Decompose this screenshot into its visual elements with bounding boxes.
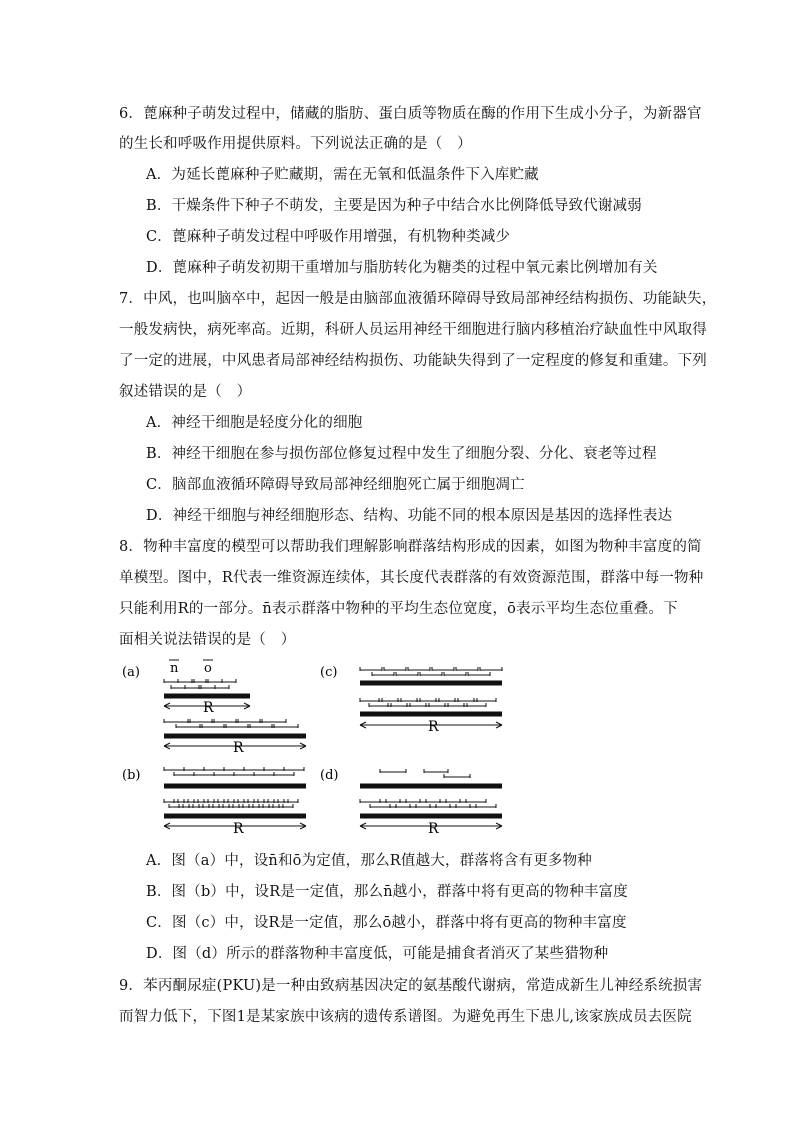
q8-stem-line4: 面相关说法错误的是（ ） bbox=[119, 632, 296, 648]
resource-bar bbox=[360, 712, 502, 717]
q8-option-d: D．图（d）所示的群落物种丰富度低，可能是捕食者消灭了某些猎物种 bbox=[146, 946, 609, 962]
q7-option-c: C．脑部血液循环障碍导致局部神经细胞死亡属于细胞凋亡 bbox=[146, 477, 525, 493]
q7-stem-line4: 叙述错误的是（ ） bbox=[119, 384, 252, 400]
fig-r-a2: R bbox=[233, 740, 244, 756]
q7-stem-line1: 7．中风，也叫脑卒中，起因一般是由脑部血液循环障碍导致局部神经结构损伤、功能缺失， bbox=[119, 291, 717, 307]
resource-bar bbox=[360, 784, 502, 789]
q6-stem-line1: 6．蓖麻种子萌发过程中，储藏的脂肪、蛋白质等物质在酶的作用下生成小分子，为新器官 bbox=[119, 106, 702, 122]
resource-bar bbox=[360, 814, 502, 819]
q7-option-d: D．神经干细胞与神经细胞形态、结构、功能不同的根本原因是基因的选择性表达 bbox=[146, 508, 673, 524]
fig-n-bar: n bbox=[170, 661, 179, 676]
fig-o-bar: o bbox=[204, 661, 212, 676]
fig-r-b: R bbox=[233, 821, 244, 836]
q7-stem-line2: 一般发病快，病死率高。近期，科研人员运用神经干细胞进行脑内移植治疗缺血性中风取得 bbox=[119, 322, 707, 338]
resource-bar bbox=[360, 681, 502, 686]
resource-bar bbox=[164, 784, 306, 789]
q7-stem-line3: 了一定的进展，中风患者局部神经结构损伤、功能缺失得到了一定程度的修复和重建。下列 bbox=[119, 353, 707, 369]
q6-option-d: D．蓖麻种子萌发初期干重增加与脂肪转化为糖类的过程中氧元素比例增加有关 bbox=[146, 260, 658, 276]
fig-label-b: (b) bbox=[122, 768, 141, 783]
q8-option-c: C．图（c）中，设R是一定值，那么ō越小，群落中将有更高的物种丰富度 bbox=[146, 915, 627, 931]
q9-stem-line1: 9．苯丙酮尿症(PKU)是一种由致病基因决定的氨基酸代谢病，常造成新生儿神经系统损害 bbox=[119, 978, 703, 994]
q8-stem-line1: 8．物种丰富度的模型可以帮助我们理解影响群落结构形成的因素，如图为物种丰富度的简 bbox=[119, 539, 702, 555]
q9-stem-line2: 而智力低下，下图1是某家族中该病的遗传系谱图。为避免再生下患儿,该家族成员去医院 bbox=[119, 1009, 692, 1025]
fig-r-a1: R bbox=[203, 700, 214, 716]
q6-option-b: B．干燥条件下种子不萌发，主要是因为种子中结合水比例降低导致代谢减弱 bbox=[146, 198, 642, 214]
resource-bar bbox=[164, 734, 306, 739]
q8-option-b: B．图（b）中，设R是一定值，那么n̄越小，群落中将有更高的物种丰富度 bbox=[146, 884, 628, 900]
resource-bar bbox=[164, 814, 306, 819]
q8-option-a: A．图（a）中，设n̄和ō为定值，那么R值越大，群落将含有更多物种 bbox=[146, 853, 592, 869]
species-richness-figure bbox=[118, 656, 518, 836]
q6-option-c: C．蓖麻种子萌发过程中呼吸作用增强，有机物种类减少 bbox=[146, 229, 511, 245]
q8-stem-line2: 单模型。图中，R代表一维资源连续体，其长度代表群落的有效资源范围，群落中每一物种 bbox=[119, 570, 704, 586]
q8-stem-line3: 只能利用R的一部分。n̄表示群落中物种的平均生态位宽度，ō表示平均生态位重叠。下 bbox=[119, 601, 678, 617]
q6-stem-line2: 的生长和呼吸作用提供原料。下列说法正确的是（ ） bbox=[119, 136, 472, 152]
fig-label-d: (d) bbox=[320, 768, 339, 783]
fig-r-d: R bbox=[428, 821, 439, 836]
q6-option-a: A．为延长蓖麻种子贮藏期，需在无氧和低温条件下入库贮藏 bbox=[146, 167, 539, 183]
fig-label-c: (c) bbox=[320, 665, 338, 680]
fig-label-a: (a) bbox=[122, 665, 140, 680]
q7-option-b: B．神经干细胞在参与损伤部位修复过程中发生了细胞分裂、分化、衰老等过程 bbox=[146, 446, 657, 462]
q7-option-a: A．神经干细胞是轻度分化的细胞 bbox=[146, 415, 363, 431]
resource-bar bbox=[164, 694, 250, 699]
fig-r-c: R bbox=[428, 719, 439, 735]
